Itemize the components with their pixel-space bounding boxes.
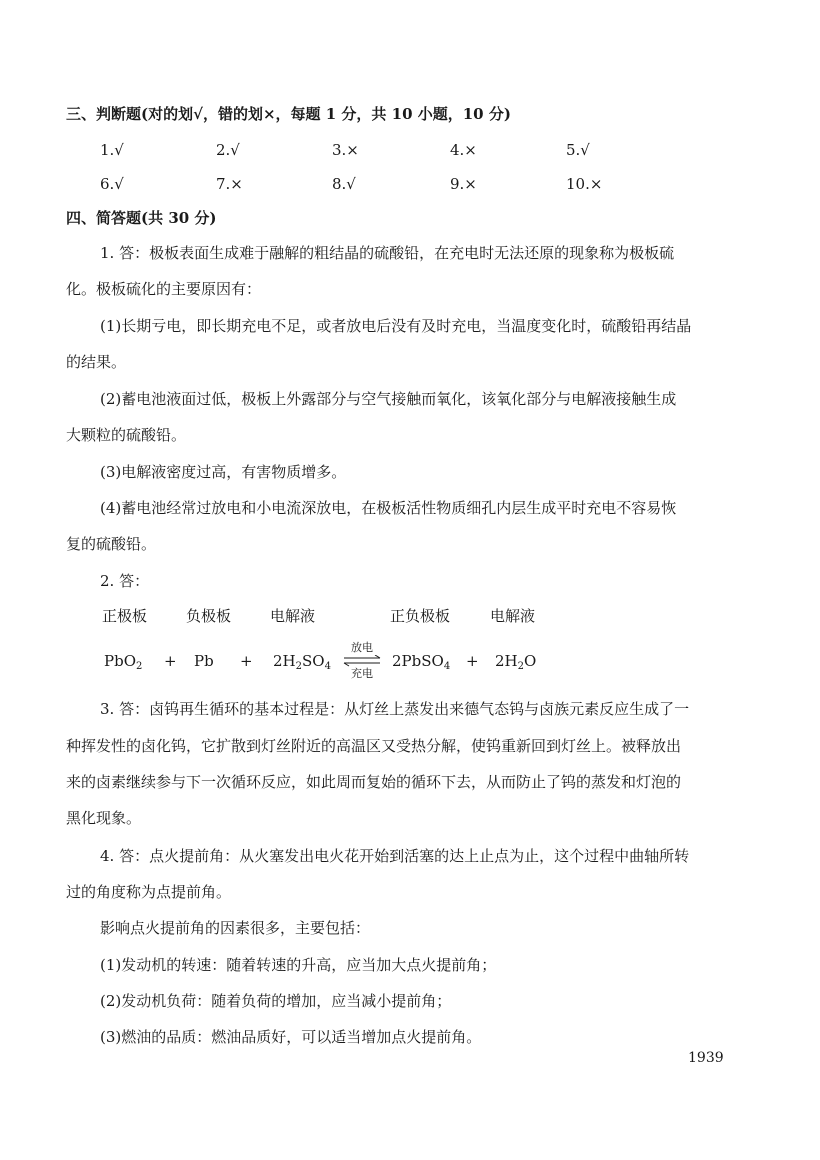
answer-4: 4.× (450, 141, 477, 159)
q3-line2: 种挥发性的卤化钨，它扩散到灯丝附近的高温区又受热分解，使钨重新回到灯丝上。被释放出 (66, 737, 682, 755)
answer-3: 3.× (332, 141, 359, 159)
q3-line3: 来的卤素继续参与下一次循环反应，如此周而复始的循环下去，从而防止了钨的蒸发和灯泡的 (66, 773, 682, 791)
answer-9: 9.× (450, 175, 477, 193)
q4-line3: 影响点火提前角的因素很多，主要包括： (100, 919, 371, 937)
q3-line4: 黑化现象。 (66, 809, 142, 827)
q1-p4-line1: (4)蓄电池经常过放电和小电流深放电，在极板活性物质细孔内层生成平时充电不容易恢 (100, 499, 677, 517)
answer-8: 8.√ (332, 175, 356, 193)
reversible-arrow (340, 641, 384, 681)
q3-line1: 3. 答：卤钨再生循环的基本过程是：从灯丝上蒸发出来德气态钨与卤族元素反应生成了一 (100, 700, 690, 718)
equilibrium-arrow-icon (340, 655, 384, 667)
section3-heading: 三、判断题(对的划√，错的划×，每题 1 分，共 10 小题，10 分) (66, 105, 511, 123)
formula-h2o: $2H_2O$ (495, 652, 537, 672)
q2-header-both-plates: 正负极板 (390, 607, 451, 625)
answer-7: 7.× (216, 175, 243, 193)
plus-sign-1: + (164, 652, 177, 670)
q2-label: 2. 答： (100, 572, 150, 590)
q4-line2: 过的角度称为点提前角。 (66, 883, 232, 901)
plus-sign-2: + (240, 652, 253, 670)
answer-10: 10.× (566, 175, 603, 193)
page-number: 1939 (688, 1050, 724, 1066)
arrow-label-discharge: 放电 (351, 641, 373, 654)
q1-p4-line2: 复的硫酸铅。 (66, 535, 157, 553)
q4-item3: (3)燃油的品质：燃油品质好，可以适当增加点火提前角。 (100, 1028, 482, 1046)
answer-2: 2.√ (216, 141, 240, 159)
q2-header-electrolyte-2: 电解液 (490, 607, 536, 625)
q4-item1: (1)发动机的转速：随着转速的升高，应当加大点火提前角； (100, 956, 497, 974)
q2-header-electrolyte: 电解液 (270, 607, 316, 625)
q1-line1: 1. 答：极板表面生成难于融解的粗结晶的硫酸铅，在充电时无法还原的现象称为极板硫 (100, 244, 675, 262)
q1-p1-line2: 的结果。 (66, 353, 127, 371)
formula-pb: Pb (194, 652, 214, 670)
q2-header-negative-plate: 负极板 (186, 607, 232, 625)
q4-line1: 4. 答：点火提前角：从火塞发出电火花开始到活塞的达上止点为止，这个过程中曲轴所转 (100, 847, 690, 865)
q1-p2-line2: 大颗粒的硫酸铅。 (66, 426, 187, 444)
formula-pbo2: PbO$_2$ (104, 652, 143, 672)
answer-1: 1.√ (100, 141, 124, 159)
answer-6: 6.√ (100, 175, 124, 193)
formula-h2so4: $2H_2SO_4$ (273, 652, 331, 672)
arrow-label-charge: 充电 (351, 667, 373, 680)
formula-pbso4: 2PbSO$_4$ (392, 652, 451, 672)
q1-p1-line1: (1)长期亏电，即长期充电不足，或者放电后没有及时充电，当温度变化时，硫酸铅再结晶 (100, 317, 692, 335)
q1-p3-line1: (3)电解液密度过高，有害物质增多。 (100, 463, 347, 481)
q1-line2: 化。极板硫化的主要原因有： (66, 280, 262, 298)
answer-5: 5.√ (566, 141, 590, 159)
plus-sign-3: + (466, 652, 479, 670)
q2-header-positive-plate: 正极板 (102, 607, 148, 625)
section4-heading: 四、简答题(共 30 分) (66, 209, 217, 227)
q4-item2: (2)发动机负荷：随着负荷的增加，应当减小提前角； (100, 992, 452, 1010)
q1-p2-line1: (2)蓄电池液面过低，极板上外露部分与空气接触而氧化，该氧化部分与电解液接触生成 (100, 390, 677, 408)
